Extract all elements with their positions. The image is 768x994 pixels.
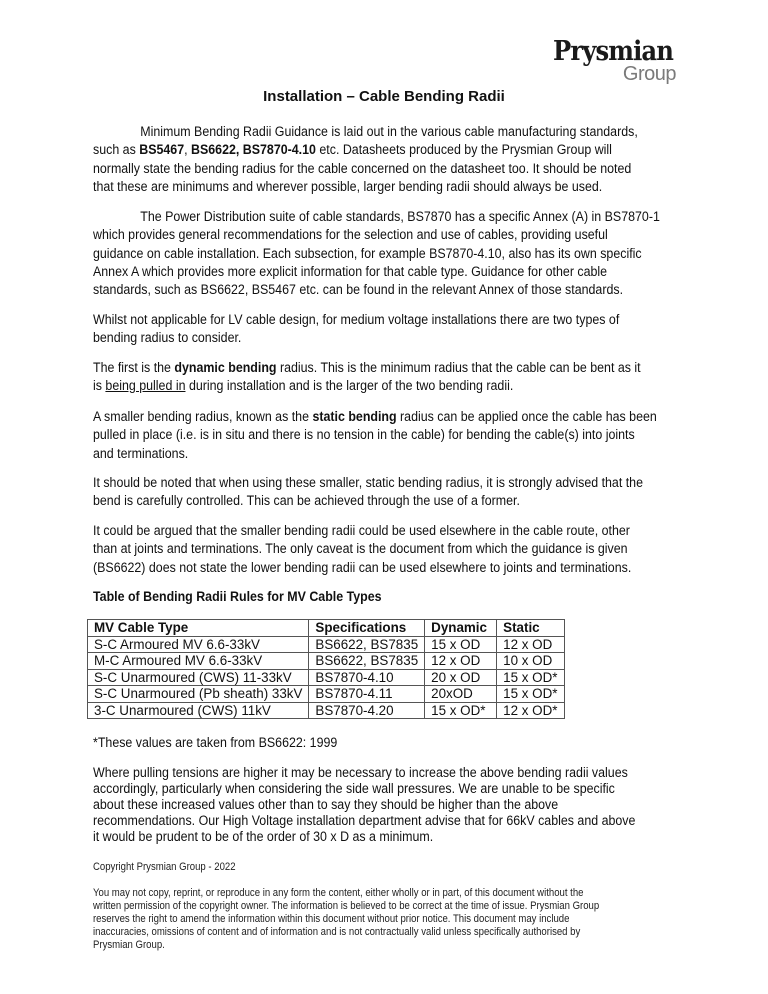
table-cell: 15 x OD [425,636,497,653]
paragraph [93,522,631,577]
footnote [93,734,337,752]
closing-paragraph [93,765,635,845]
text-segment: Where pulling tensions are higher it may be necessary to increase the above bending radii values [93,765,628,781]
bold-text: dynamic bending [174,360,277,376]
table-cell: 15 x OD* [425,702,497,719]
text-segment: bending radius to consider. [93,330,242,347]
table-cell: 10 x OD [497,653,565,670]
underlined-text: being pulled in [105,378,186,395]
text-segment: The Power Distribution suite of cable standards, BS7870 has a specific Annex (A) in BS7870-1 [140,209,660,225]
text-line [93,208,660,226]
text-segment: radius. This is the minimum radius that the cable can be bent as it [276,360,641,376]
logo-wordmark: Prysmian [553,36,674,67]
table-row [88,636,565,653]
paragraph [93,123,638,196]
table-row [88,653,565,670]
text-line [93,445,657,463]
text-line [93,474,643,492]
logo-subtitle: Group [622,63,676,85]
col-header-type: MV Cable Type [88,620,309,637]
table-cell: 12 x OD [497,636,565,653]
table-cell: 3-C Unarmoured (CWS) 11kV [88,702,309,719]
text-segment: such as [93,142,140,159]
text-segment: etc. Datasheets produced by the Prysmian Group will [315,142,612,159]
table-title-text: Table of Bending Radii Rules for MV Cable Types [93,589,382,605]
text-segment: Minimum Bending Radii Guidance is laid out in the various cable manufacturing standards, [140,124,638,140]
disclaimer-line: inaccuracies, omissions of content and of information and is not contractually valid unless specifically authorised by [93,926,581,938]
text-line [93,329,619,347]
text-line [93,281,660,299]
text-line [93,141,638,159]
text-line [93,797,635,813]
text-segment: it would be prudent to be of the order of 30 x D as a minimum. [93,829,434,845]
text-line [93,311,619,329]
text-segment: Whilst not applicable for LV cable design, for medium voltage installations there are two types of [93,312,620,328]
text-line [93,178,638,196]
table-cell: S-C Armoured MV 6.6-33kV [88,636,309,653]
text-segment: Annex A which provides more explicit information for that cable type. Guidance for other cable [93,263,608,280]
paragraph [93,208,660,299]
disclaimer-line: written permission of the copyright owner. The information is believed to be correct at the time of issue. Prysmian Group [93,900,600,912]
text-segment: standards, such as BS6622, BS5467 etc. can be found in the relevant Annex of those standards. [93,282,624,299]
text-segment: than at joints and terminations. The only caveat is the document from which the guidance is given [93,541,628,558]
text-segment: radius can be applied once the cable has been [396,409,657,425]
table-row [88,669,565,686]
text-segment: about these increased values other than to say they should be higher than the above [93,797,559,813]
text-segment: that these are minimums and wherever possible, larger bending radii should always be used. [93,178,603,195]
bold-text: BS5467 [139,142,185,159]
text-segment: A smaller bending radius, known as the [93,409,313,425]
text-line [93,408,657,426]
copyright [93,861,236,874]
text-segment: accordingly, particularly when considering the side wall pressures. We are unable to be specific [93,781,615,797]
text-segment: is [93,378,106,395]
disclaimer-line: reserves the right to amend the information within this document without prior notice. This document may include [93,913,570,925]
footnote-text: *These values are taken from BS6622: 1999 [93,735,338,751]
table-cell: 12 x OD* [497,702,565,719]
text-line [93,813,635,829]
text-line [93,359,641,377]
bending-radii-table [87,619,565,719]
text-line [93,522,631,540]
prysmian-group-logo [553,36,678,86]
text-segment: recommendations. Our High Voltage installation department advise that for 66kV cables and above [93,813,636,829]
table-header-row [88,620,565,637]
table-cell: BS6622, BS7835 [309,653,425,670]
paragraph [93,311,619,348]
text-line [93,377,641,395]
text-line [93,226,660,244]
text-segment: and terminations. [93,445,189,462]
page-title: Installation – Cable Bending Radii [263,88,505,105]
paragraph [93,359,641,396]
text-line [93,160,638,178]
table-row [88,702,565,719]
col-header-static: Static [497,620,565,637]
text-line [93,781,635,797]
table-title [93,588,382,606]
table-cell: 15 x OD* [497,669,565,686]
table-cell: BS7870-4.20 [309,702,425,719]
text-segment: guidance on cable installation. Each subsection, for example BS7870-4.10, also has its own specific [93,245,642,262]
text-line [93,492,643,510]
table-row [88,686,565,703]
text-segment: pulled in place (i.e. is in situ and there is no tension in the cable) for bending the cable(s) into joints [93,427,635,444]
text-line [93,263,660,281]
text-segment: bend is carefully controlled. This can be achieved through the use of a former. [93,493,520,510]
paragraph [93,408,657,463]
table-cell: S-C Unarmoured (CWS) 11-33kV [88,669,309,686]
text-segment: It should be noted that when using these smaller, static bending radius, it is strongly advised that the [93,475,644,491]
disclaimer [93,887,599,952]
table-cell: BS7870-4.10 [309,669,425,686]
table-cell: M-C Armoured MV 6.6-33kV [88,653,309,670]
table-cell: BS6622, BS7835 [309,636,425,653]
col-header-dynamic: Dynamic [425,620,497,637]
text-line [93,245,660,263]
disclaimer-line: You may not copy, reprint, or reproduce in any form the content, either wholly or in part, of this document without the [93,887,584,899]
text-line [93,123,638,141]
table-cell: 15 x OD* [497,686,565,703]
table-cell: 20 x OD [425,669,497,686]
text-segment: normally state the bending radius for the cable concerned on the datasheet too. It should be noted [93,160,632,177]
text-segment: The first is the [93,360,175,376]
table-cell: 20xOD [425,686,497,703]
text-segment: It could be argued that the smaller bending radii could be used elsewhere in the cable route, other [93,523,630,539]
disclaimer-line: Prysmian Group. [93,939,165,951]
table-cell: BS7870-4.11 [309,686,425,703]
text-segment: (BS6622) does not state the lower bending radii can be used elsewhere to joints and terminations. [93,559,632,576]
paragraph [93,474,643,511]
text-segment: , [184,142,192,159]
text-line [93,765,635,781]
table-cell: S-C Unarmoured (Pb sheath) 33kV [88,686,309,703]
text-segment: during installation and is the larger of the two bending radii. [185,378,514,395]
text-line [93,559,631,577]
bold-text: static bending [312,409,397,425]
text-segment: which provides general recommendations for the selection and use of cables, providing useful [93,227,608,244]
table-cell: 12 x OD [425,653,497,670]
text-line [93,829,635,845]
text-line [93,426,657,444]
bold-text: BS6622, BS7870-4.10 [191,142,316,159]
col-header-spec: Specifications [309,620,425,637]
copyright-text: Copyright Prysmian Group - 2022 [93,861,236,873]
text-line [93,540,631,558]
